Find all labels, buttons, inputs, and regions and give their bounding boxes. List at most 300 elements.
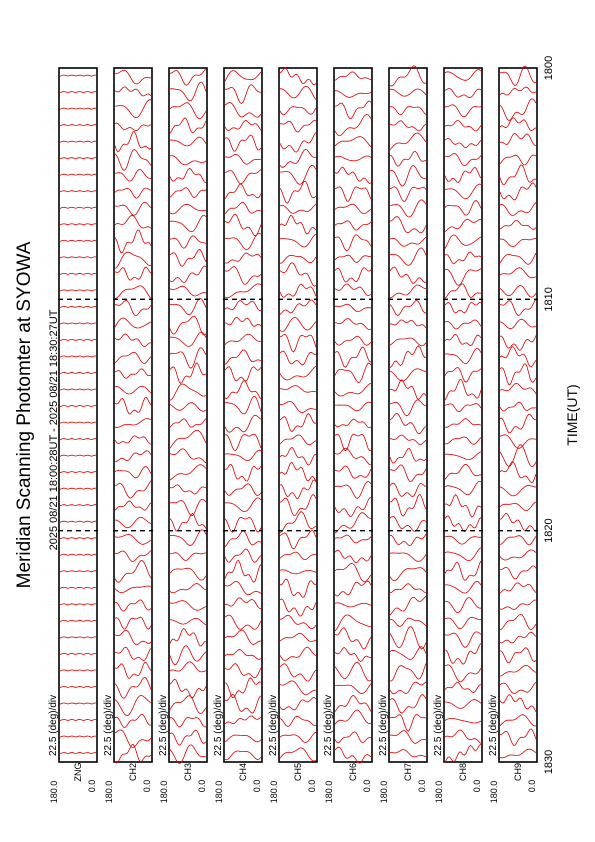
trace-line — [280, 732, 316, 742]
trace-line — [60, 174, 96, 175]
trace-line — [170, 696, 206, 714]
trace-line — [500, 165, 536, 185]
trace-line — [170, 204, 206, 214]
trace-line — [115, 252, 151, 268]
trace-line — [500, 566, 536, 579]
y-tick-label: 180.0 — [434, 780, 444, 804]
trace-line — [335, 648, 371, 662]
trace-line — [445, 464, 481, 479]
trace-line — [500, 462, 536, 483]
trace-line — [225, 581, 261, 594]
channel-label: ZNG — [73, 762, 83, 782]
trace-line — [280, 165, 316, 184]
trace-line — [60, 472, 96, 473]
trace-line — [225, 367, 261, 381]
trace-line — [445, 184, 481, 199]
trace-line — [500, 665, 536, 676]
trace-line — [390, 187, 426, 202]
trace-line — [445, 437, 481, 444]
trace-line — [280, 107, 316, 115]
trace-line — [500, 118, 536, 131]
trace-line — [60, 703, 96, 704]
trace-line — [60, 620, 96, 621]
trace-line — [225, 301, 261, 311]
trace-line — [500, 336, 536, 351]
trace-line — [445, 744, 481, 762]
trace-line — [170, 363, 206, 384]
trace-line — [445, 452, 481, 460]
trace-line — [280, 435, 316, 445]
trace-line — [225, 214, 261, 236]
trace-line — [225, 415, 261, 432]
trace-line — [115, 467, 151, 478]
trace-line — [500, 749, 536, 758]
trace-line — [445, 481, 481, 495]
trace-line — [60, 240, 96, 241]
trace-line — [500, 414, 536, 433]
chart-title: Meridian Scanning Photomter at SYOWA — [14, 241, 35, 589]
trace-line — [60, 538, 96, 539]
trace-line — [335, 363, 371, 382]
trace-line — [170, 419, 206, 428]
trace-line — [390, 695, 426, 713]
trace-line — [280, 317, 316, 331]
trace-line — [500, 600, 536, 610]
trace-line — [500, 383, 536, 393]
trace-line — [500, 715, 536, 726]
trace-line — [115, 481, 151, 499]
trace-line — [500, 536, 536, 545]
trace-line — [225, 253, 261, 263]
trace-line — [115, 647, 151, 661]
trace-line — [60, 290, 96, 291]
trace-line — [170, 215, 206, 231]
trace-line — [280, 234, 316, 247]
trace-line — [280, 401, 316, 412]
trace-line — [390, 568, 426, 581]
scale-label: 22.5 (deg)/div — [488, 694, 499, 756]
trace-line — [445, 368, 481, 383]
trace-line — [445, 419, 481, 428]
trace-line — [390, 369, 426, 381]
trace-line — [390, 346, 426, 368]
trace-line — [280, 647, 316, 660]
trace-line — [500, 268, 536, 278]
trace-line — [335, 167, 371, 183]
trace-line — [170, 384, 206, 400]
trace-line — [60, 406, 96, 407]
trace-line — [225, 664, 261, 678]
trace-line — [445, 252, 481, 264]
trace-line — [335, 101, 371, 119]
trace-line — [280, 447, 316, 465]
panel-9 — [488, 66, 538, 803]
trace-line — [115, 436, 151, 444]
trace-line — [170, 69, 206, 85]
trace-line — [60, 653, 96, 654]
trace-line — [280, 386, 316, 393]
trace-line — [115, 714, 151, 727]
trace-line — [115, 286, 151, 299]
trace-line — [170, 236, 206, 248]
trace-line — [60, 373, 96, 374]
trace-line — [60, 191, 96, 192]
trace-line — [335, 72, 371, 80]
trace-line — [60, 521, 96, 522]
trace-line — [115, 202, 151, 215]
trace-line — [500, 402, 536, 411]
trace-line — [390, 750, 426, 757]
trace-line — [115, 586, 151, 593]
trace-line — [170, 168, 206, 182]
trace-line — [60, 439, 96, 440]
trace-line — [445, 269, 481, 286]
trace-line — [170, 730, 206, 745]
trace-line — [390, 200, 426, 217]
trace-line — [335, 434, 371, 451]
trace-line — [335, 336, 371, 345]
trace-line — [280, 530, 316, 549]
trace-line — [225, 381, 261, 399]
trace-line — [170, 629, 206, 647]
trace-line — [170, 250, 206, 267]
y-tick-label: 180.0 — [104, 780, 114, 804]
trace-line — [335, 137, 371, 147]
panel-frame — [59, 68, 97, 762]
trace-line — [335, 91, 371, 98]
trace-line — [225, 678, 261, 698]
trace-line — [170, 485, 206, 494]
trace-line — [60, 306, 96, 307]
trace-line — [225, 334, 261, 344]
trace-line — [115, 696, 151, 716]
trace-line — [280, 263, 316, 287]
trace-line — [500, 445, 536, 467]
trace-line — [390, 166, 426, 187]
trace-line — [335, 466, 371, 478]
trace-line — [115, 677, 151, 698]
trace-line — [500, 550, 536, 560]
y-tick-label: 0.0 — [87, 779, 97, 793]
trace-line — [60, 92, 96, 93]
trace-line — [335, 662, 371, 681]
x-tick-label: 1800 — [543, 55, 555, 81]
trace-line — [500, 502, 536, 511]
trace-line — [170, 662, 206, 672]
trace-line — [60, 720, 96, 721]
trace-line — [500, 253, 536, 264]
trace-line — [225, 397, 261, 414]
trace-line — [390, 731, 426, 744]
trace-line — [445, 380, 481, 401]
trace-line — [170, 646, 206, 665]
trace-line — [225, 615, 261, 629]
trace-line — [390, 449, 426, 463]
trace-line — [500, 632, 536, 643]
trace-line — [170, 584, 206, 593]
trace-line — [225, 650, 261, 660]
trace-line — [445, 154, 481, 166]
trace-line — [225, 531, 261, 547]
trace-line — [60, 488, 96, 489]
trace-line — [170, 299, 206, 315]
trace-line — [445, 334, 481, 345]
trace-line — [115, 87, 151, 96]
trace-line — [60, 422, 96, 423]
trace-line — [225, 598, 261, 609]
trace-line — [390, 663, 426, 681]
trace-line — [60, 637, 96, 638]
trace-line — [335, 347, 371, 367]
trace-line — [60, 736, 96, 737]
trace-line — [445, 235, 481, 249]
trace-line — [500, 486, 536, 496]
trace-line — [115, 150, 151, 171]
y-tick-label: 0.0 — [472, 779, 482, 793]
y-tick-label: 0.0 — [527, 779, 537, 793]
trace-line — [335, 581, 371, 596]
trace-line — [115, 617, 151, 629]
panel-6 — [323, 68, 373, 803]
trace-line — [115, 300, 151, 315]
trace-line — [390, 338, 426, 346]
trace-line — [445, 138, 481, 147]
trace-line — [500, 729, 536, 745]
panel-3 — [158, 68, 208, 803]
trace-line — [500, 238, 536, 246]
y-tick-label: 180.0 — [159, 780, 169, 804]
trace-line — [335, 235, 371, 251]
trace-line — [390, 494, 426, 516]
trace-line — [170, 717, 206, 727]
trace-line — [115, 318, 151, 328]
trace-line — [60, 571, 96, 572]
trace-line — [115, 70, 151, 84]
trace-line — [280, 255, 316, 263]
panel-frame — [279, 68, 317, 762]
trace-line — [60, 273, 96, 274]
trace-line — [115, 100, 151, 118]
trace-line — [170, 332, 206, 346]
trace-line — [225, 560, 261, 582]
trace-line — [280, 748, 316, 761]
scale-label: 22.5 (deg)/div — [103, 694, 114, 756]
trace-line — [500, 299, 536, 315]
trace-line — [280, 579, 316, 597]
trace-line — [500, 286, 536, 298]
trace-line — [500, 435, 536, 449]
trace-line — [335, 448, 371, 465]
trace-line — [170, 266, 206, 283]
trace-line — [500, 583, 536, 594]
trace-line — [280, 120, 316, 132]
trace-line — [390, 414, 426, 434]
trace-line — [280, 366, 316, 380]
trace-line — [225, 121, 261, 131]
trace-line — [280, 615, 316, 628]
trace-line — [445, 700, 481, 709]
trace-line — [445, 89, 481, 98]
trace-line — [170, 513, 206, 531]
trace-line — [500, 66, 536, 85]
trace-line — [280, 512, 316, 533]
trace-line — [280, 149, 316, 167]
trace-line — [445, 643, 481, 664]
trace-line — [115, 517, 151, 527]
trace-line — [335, 550, 371, 563]
trace-line — [445, 167, 481, 182]
trace-line — [115, 600, 151, 611]
trace-line — [60, 356, 96, 357]
trace-line — [115, 451, 151, 462]
trace-line — [445, 219, 481, 231]
trace-line — [500, 614, 536, 629]
trace-line — [225, 630, 261, 644]
y-tick-label: 180.0 — [214, 780, 224, 804]
trace-line — [170, 449, 206, 463]
trace-line — [60, 604, 96, 605]
trace-line — [335, 319, 371, 330]
trace-line — [115, 744, 151, 763]
y-tick-label: 0.0 — [197, 779, 207, 793]
trace-line — [335, 204, 371, 213]
trace-line — [335, 695, 371, 711]
trace-line — [60, 224, 96, 225]
trace-line — [170, 499, 206, 515]
trace-line — [500, 155, 536, 165]
trace-line — [335, 304, 371, 311]
channel-label: CH3 — [183, 762, 193, 782]
trace-line — [280, 599, 316, 616]
trace-line — [115, 419, 151, 428]
trace-line — [225, 103, 261, 118]
trace-line — [335, 255, 371, 262]
trace-line — [390, 534, 426, 546]
trace-line — [170, 553, 206, 561]
trace-line — [335, 268, 371, 282]
trace-line — [60, 670, 96, 671]
trace-line — [390, 151, 426, 166]
trace-line — [170, 465, 206, 480]
trace-line — [225, 71, 261, 82]
trace-line — [445, 617, 481, 628]
trace-line — [445, 349, 481, 364]
trace-line — [280, 216, 316, 235]
trace-line — [390, 682, 426, 694]
trace-line — [225, 484, 261, 496]
trace-line — [115, 267, 151, 280]
trace-line — [225, 694, 261, 713]
chart-subtitle: 2025 08/21 18:00:28UT - 2025 08/21 18:30:27UT — [48, 309, 60, 551]
trace-line — [445, 581, 481, 593]
trace-line — [280, 300, 316, 315]
trace-line — [60, 108, 96, 109]
trace-line — [390, 121, 426, 131]
trace-line — [170, 618, 206, 625]
trace-line — [115, 188, 151, 198]
trace-line — [390, 465, 426, 482]
trace-line — [390, 217, 426, 233]
trace-line — [170, 137, 206, 146]
trace-line — [390, 237, 426, 246]
trace-line — [390, 553, 426, 562]
trace-line — [60, 158, 96, 159]
trace-line — [115, 630, 151, 645]
trace-line — [445, 548, 481, 561]
trace-line — [225, 498, 261, 512]
trace-line — [500, 183, 536, 200]
panel-group — [48, 66, 538, 804]
trace-line — [445, 105, 481, 117]
y-tick-label: 180.0 — [324, 780, 334, 804]
trace-line — [445, 201, 481, 216]
trace-line — [500, 99, 536, 121]
trace-line — [335, 402, 371, 411]
trace-line — [335, 284, 371, 296]
trace-line — [115, 501, 151, 510]
scale-label: 22.5 (deg)/div — [48, 694, 59, 756]
trace-line — [390, 714, 426, 731]
trace-line — [115, 561, 151, 583]
trace-line — [445, 320, 481, 329]
trace-line — [445, 121, 481, 131]
y-tick-label: 0.0 — [417, 779, 427, 793]
trace-line — [280, 334, 316, 352]
trace-line — [500, 319, 536, 329]
trace-line — [500, 695, 536, 712]
x-axis-label: TIME(UT) — [564, 384, 580, 446]
trace-line — [170, 430, 206, 448]
panel-5 — [268, 68, 318, 803]
trace-line — [280, 570, 316, 574]
trace-line — [445, 536, 481, 544]
x-tick-label: 1810 — [543, 287, 555, 312]
channel-label: CH6 — [348, 762, 358, 782]
trace-line — [390, 133, 426, 150]
trace-line — [335, 535, 371, 543]
trace-line — [115, 662, 151, 678]
trace-line — [280, 633, 316, 641]
trace-line — [170, 403, 206, 412]
trace-line — [60, 141, 96, 142]
trace-line — [335, 187, 371, 202]
trace-line — [225, 735, 261, 742]
trace-line — [60, 339, 96, 340]
trace-line — [445, 302, 481, 313]
trace-line — [390, 89, 426, 96]
trace-line — [115, 352, 151, 363]
trace-line — [60, 505, 96, 506]
x-tick-label: 1820 — [543, 518, 555, 543]
trace-line — [60, 257, 96, 258]
trace-line — [390, 435, 426, 445]
trace-line — [60, 587, 96, 588]
trace-line — [335, 603, 371, 607]
trace-line — [445, 682, 481, 692]
trace-line — [335, 710, 371, 724]
trace-line — [445, 718, 481, 723]
trace-line — [280, 414, 316, 432]
trace-line — [225, 233, 261, 249]
trace-line — [335, 482, 371, 499]
trace-line — [445, 70, 481, 81]
trace-line — [335, 615, 371, 631]
trace-line — [335, 221, 371, 230]
scale-label: 22.5 (deg)/div — [268, 694, 279, 756]
trace-line — [225, 202, 261, 214]
trace-line — [225, 267, 261, 285]
trace-line — [280, 86, 316, 99]
